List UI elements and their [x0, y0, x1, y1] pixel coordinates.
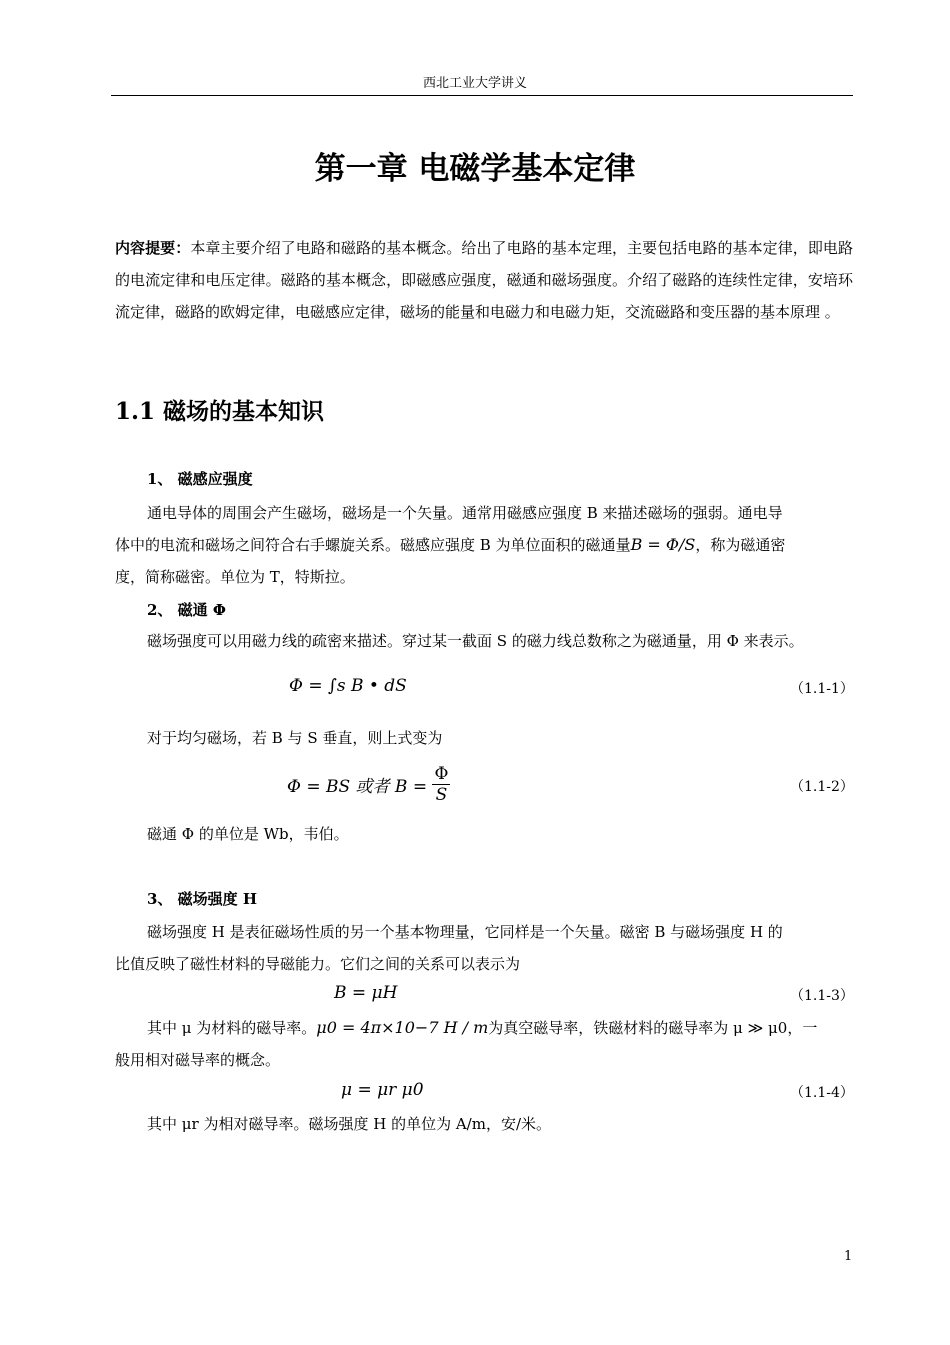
equation-4: μ = μr μ0 [341, 1080, 424, 1100]
s3-line-3b: 为真空磁导率，铁磁材料的磁导率为 μ ≫ μ0，一 [488, 1019, 818, 1037]
s3-inline-formula: μ0 = 4π×10−7 H / m [316, 1018, 489, 1037]
s3-line-4: 般用相对磁导率的概念。 [115, 1051, 281, 1069]
subsection-title-3: 3、 磁场强度 H [147, 890, 258, 908]
s3-line-5: 其中 μr 为相对磁导率。磁场强度 H 的单位为 A/m，安/米。 [147, 1115, 552, 1133]
subsection-title-2: 2、 磁通 Φ [147, 601, 226, 619]
s3-line-1: 磁场强度 H 是表征磁场性质的另一个基本物理量，它同样是一个矢量。磁密 B 与磁场强度 H 的 [147, 923, 783, 941]
equation-1: Φ = ∫s B • dS [289, 676, 407, 696]
s1-inline-formula: B = Φ/S [630, 535, 696, 554]
abstract [115, 232, 853, 328]
equation-2 [287, 764, 450, 805]
page-number: 1 [844, 1249, 853, 1264]
header-rule [111, 95, 853, 96]
equation-3: B = μH [334, 983, 398, 1003]
s1-line-2b: ，称为磁通密 [695, 536, 786, 554]
equation-4-number: （1.1-4） [790, 1085, 854, 1101]
s1-line-3: 度，简称磁密。单位为 T，特斯拉。 [115, 568, 355, 586]
s2-line-2: 对于均匀磁场，若 B 与 S 垂直，则上式变为 [147, 729, 443, 747]
s3-line-3a: 其中 μ 为材料的磁导率。 [147, 1019, 317, 1037]
page-header: 西北工业大学讲义 [422, 76, 527, 91]
equation-2-left: Φ = BS 或者 B = [287, 777, 428, 797]
equation-1-number: （1.1-1） [790, 681, 854, 697]
equation-2-number: （1.1-2） [790, 779, 854, 795]
equation-2-denominator: S [435, 785, 448, 805]
s3-line-2: 比值反映了磁性材料的导磁能力。它们之间的关系可以表示为 [115, 955, 521, 973]
s3-line-3 [147, 1017, 817, 1038]
equation-2-fraction [432, 764, 450, 805]
equation-2-numerator: Φ [434, 764, 449, 784]
s1-line-1: 通电导体的周围会产生磁场，磁场是一个矢量。通常用磁感应强度 B 来描述磁场的强弱。通电导 [147, 504, 783, 522]
s1-line-2a: 体中的电流和磁场之间符合右手螺旋关系。磁感应强度 B 为单位面积的磁通量 [115, 536, 631, 554]
equation-3-number: （1.1-3） [790, 988, 854, 1004]
abstract-label: 内容提要： [115, 239, 191, 257]
section-title: 1.1 磁场的基本知识 [115, 398, 325, 425]
s2-line-1: 磁场强度可以用磁力线的疏密来描述。穿过某一截面 S 的磁力线总数称之为磁通量，用 Φ 来表示。 [147, 632, 804, 650]
s2-line-3: 磁通 Φ 的单位是 Wb，韦伯。 [147, 825, 349, 843]
chapter-title: 第一章 电磁学基本定律 [314, 151, 636, 187]
subsection-title-1: 1、 磁感应强度 [147, 470, 253, 488]
s1-line-2 [115, 534, 785, 555]
abstract-text: 本章主要介绍了电路和磁路的基本概念。给出了电路的基本定理，主要包括电路的基本定律，即电路的电流定律和电压定律。磁路的基本概念，即磁感应强度，磁通和磁场强度。介绍了磁路的连续性定律，安培环流定律，磁路的欧姆定律，电磁感应定律，磁场的能量和电磁力和电磁力矩，交流磁路和变压器的基本原理 。 [115, 239, 853, 321]
